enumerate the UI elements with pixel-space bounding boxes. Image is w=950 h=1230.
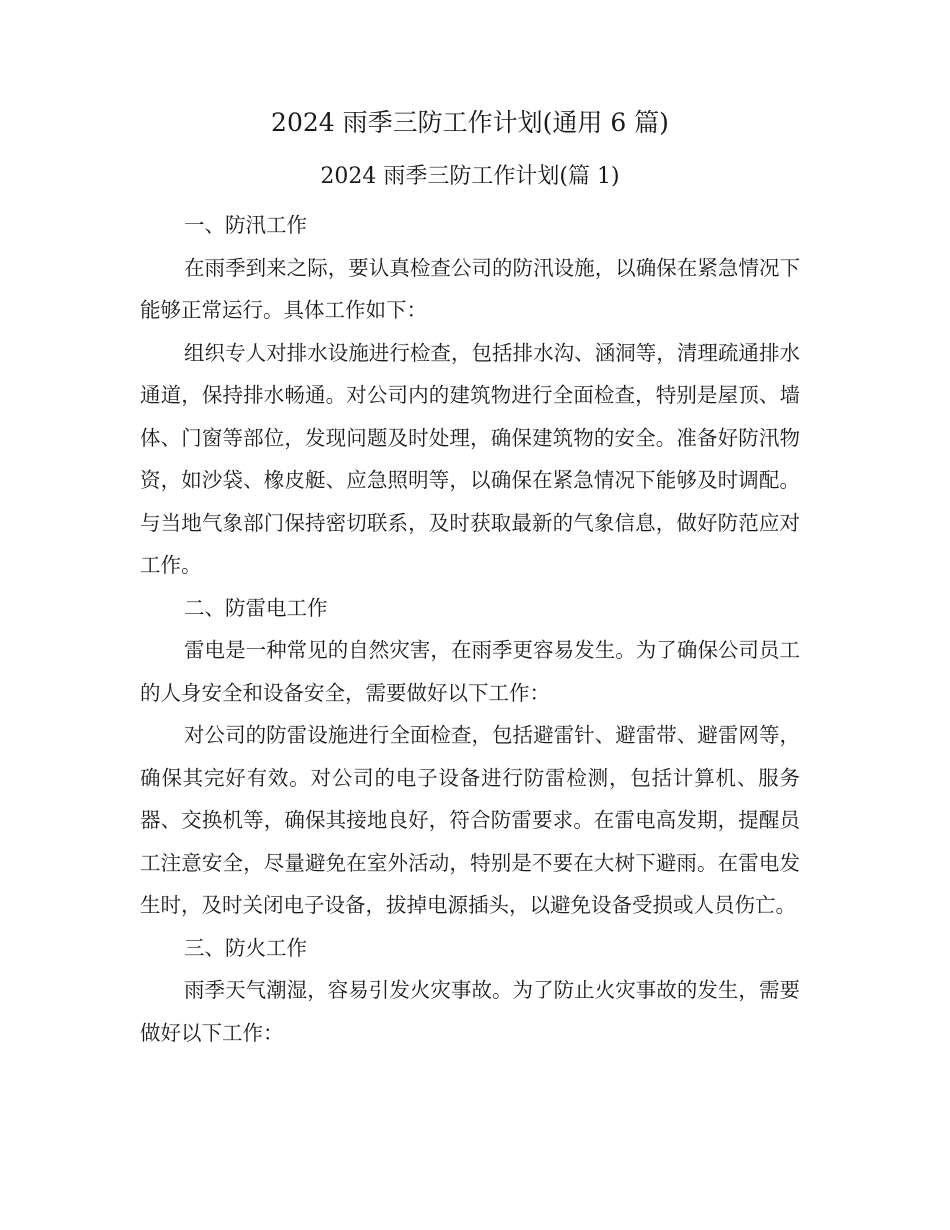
paragraph-flood-intro: 在雨季到来之际，要认真检查公司的防汛设施，以确保在紧急情况下能够正常运行。具体工作如下： xyxy=(140,255,800,322)
section-heading-lightning: 二、防雷电工作 xyxy=(184,595,328,620)
document-subtitle: 2024 雨季三防工作计划(篇 1) xyxy=(320,164,620,189)
paragraph-flood-body: 组织专人对排水设施进行检查，包括排水沟、涵洞等，清理疏通排水通道，保持排水畅通。对公司内的建筑物进行全面检查，特别是屋顶、墙体、门窗等部位，发现问题及时处理，确保建筑物的安全。准备好防汛物资，如沙袋、橡皮艇、应急照明等，以确保在紧急情况下能够及时调配。与当地气象部门保持密切联系，及时获取最新的气象信息，做好防范应对工作。 xyxy=(140,340,800,577)
paragraph-lightning-intro: 雷电是一种常见的自然灾害，在雨季更容易发生。为了确保公司员工的人身安全和设备安全，需要做好以下工作： xyxy=(140,638,800,705)
section-heading-fire: 三、防火工作 xyxy=(184,935,307,960)
document-content xyxy=(140,98,800,1054)
paragraph-fire-intro: 雨季天气潮湿，容易引发火灾事故。为了防止火灾事故的发生，需要做好以下工作： xyxy=(140,978,800,1045)
paragraph-lightning-body: 对公司的防雷设施进行全面检查，包括避雷针、避雷带、避雷网等，确保其完好有效。对公司的电子设备进行防雷检测，包括计算机、服务器、交换机等，确保其接地良好，符合防雷要求。在雷电高发期，提醒员工注意安全，尽量避免在室外活动，特别是不要在大树下避雨。在雷电发生时，及时关闭电子设备，拔掉电源插头，以避免设备受损或人员伤亡。 xyxy=(140,723,800,917)
document-title: 2024 雨季三防工作计划(通用 6 篇) xyxy=(271,108,669,137)
section-heading-flood: 一、防汛工作 xyxy=(184,213,307,237)
